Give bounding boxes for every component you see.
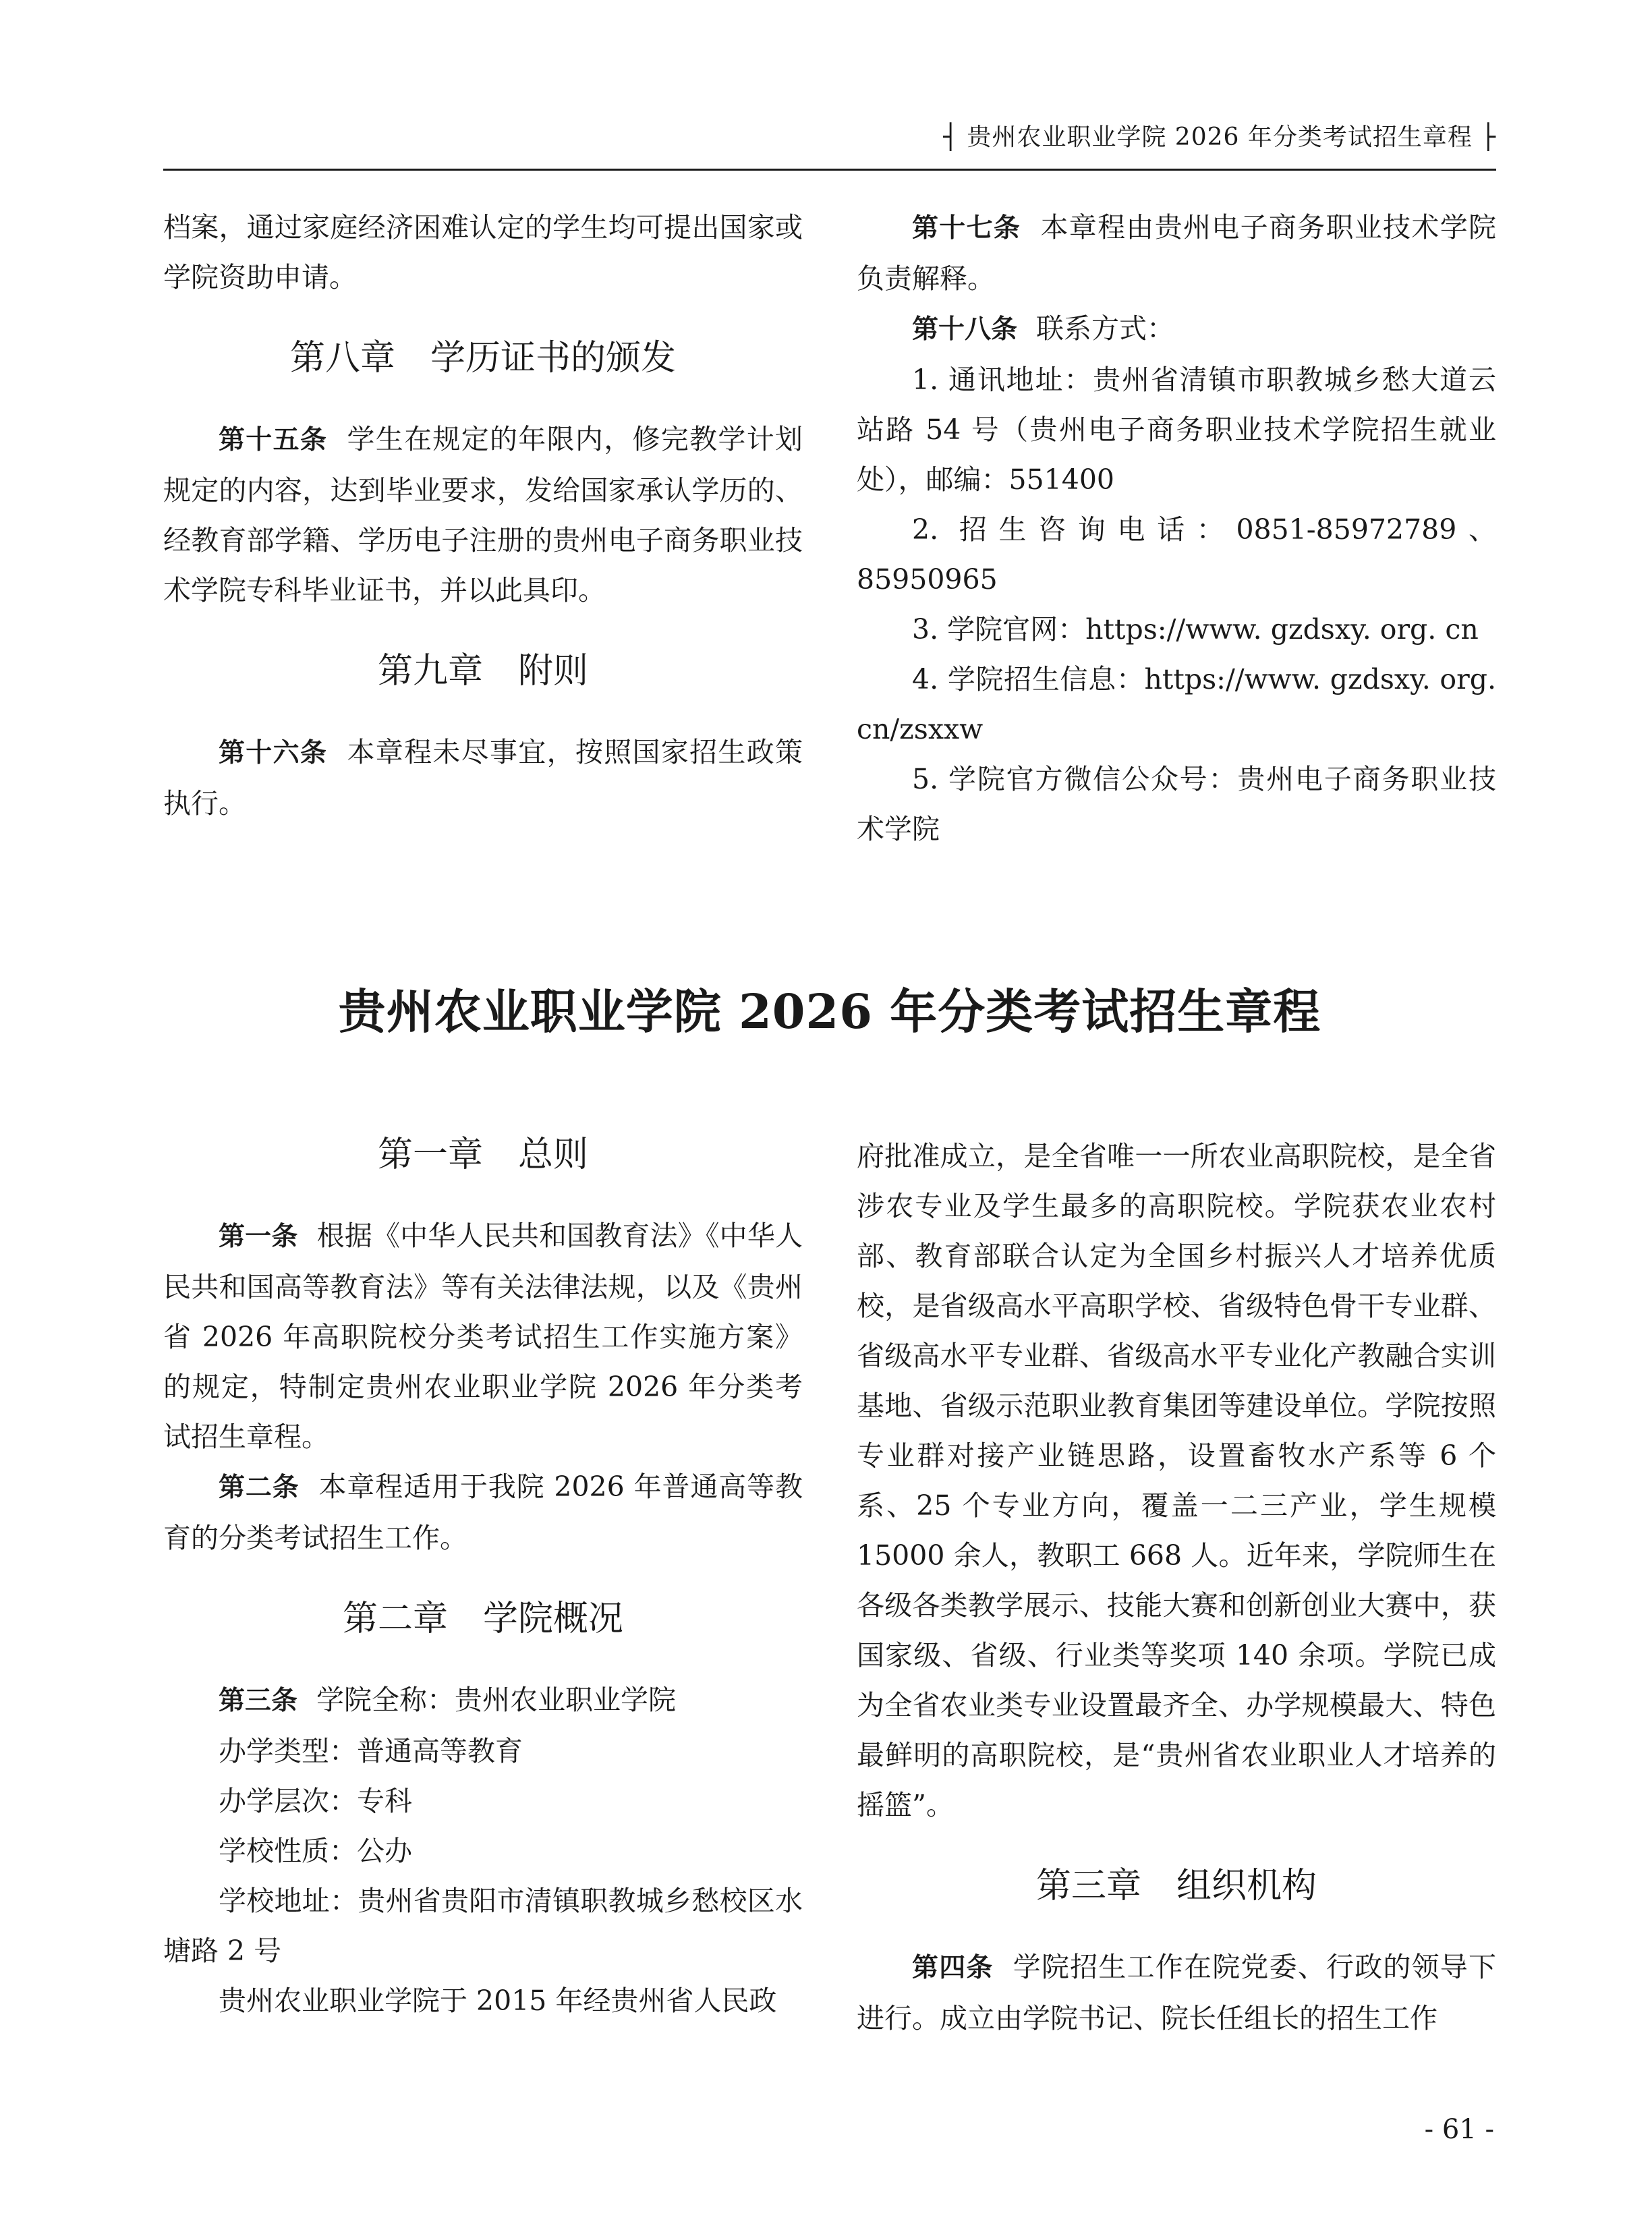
article-3-label: 第三条 <box>219 1686 298 1716</box>
article-16 <box>163 727 803 828</box>
bottom-right-column <box>857 1131 1496 2043</box>
chapter-1-number: 第一章 <box>377 1135 483 1175</box>
article-1 <box>163 1211 803 1462</box>
continuation-paragraph: 档案，通过家庭经济困难认定的学生均可提出国家或学院资助申请。 <box>163 211 803 293</box>
header-right-mark: ├ <box>1481 123 1496 151</box>
article-2-text: 本章程适用于我院 2026 年普通高等教育的分类考试招生工作。 <box>163 1471 803 1554</box>
chapter-8-heading <box>163 335 803 382</box>
school-level: 办学层次：专科 <box>219 1785 412 1817</box>
running-header <box>943 121 1496 154</box>
school-type: 办学类型：普通高等教育 <box>219 1735 523 1767</box>
bottom-left-column <box>163 1131 803 2026</box>
chapter-3-heading <box>857 1862 1496 1910</box>
article-15-text: 学生在规定的年限内，修完教学计划规定的内容，达到毕业要求，发给国家承认学历的、经教育部学籍、学历电子注册的贵州电子商务职业技术学院专科毕业证书，并以此具印。 <box>163 423 803 606</box>
chapter-2-number: 第二章 <box>342 1599 448 1639</box>
top-right-column <box>857 202 1496 854</box>
article-4 <box>857 1942 1496 2043</box>
school-nature: 学校性质：公办 <box>219 1835 412 1867</box>
article-4-text: 学院招生工作在院党委、行政的领导下进行。成立由学院书记、院长任组长的招生工作 <box>857 1951 1496 2034</box>
header-left-mark: ┤ <box>943 123 959 151</box>
article-4-label: 第四条 <box>912 1953 994 1983</box>
chapter-8-number: 第八章 <box>289 338 395 378</box>
contact-admissions-info: 4. 学院招生信息：https://www. gzdsxy. org. cn/zsxxw <box>857 663 1496 745</box>
header-rule <box>163 169 1496 171</box>
contact-address: 1. 通讯地址：贵州省清镇市职教城乡愁大道云站路 54 号（贵州电子商务职业技术学院招生就业处），邮编：551400 <box>857 364 1496 496</box>
chapter-9-number: 第九章 <box>377 651 483 691</box>
article-17 <box>857 202 1496 304</box>
contact-phone: 2. 招生咨询电话：0851-85972789、85950965 <box>857 513 1496 596</box>
running-title: 贵州农业职业学院 2026 年分类考试招生章程 <box>967 123 1473 151</box>
article-17-label: 第十七条 <box>912 213 1021 244</box>
chapter-3-name: 组织机构 <box>1176 1866 1317 1906</box>
article-1-text: 根据《中华人民共和国教育法》《中华人民共和国高等教育法》等有关法律法规，以及《贵州省 2026 年高职院校分类考试招生工作实施方案》的规定，特制定贵州农业职业学院 2026 年分类考试招生章程。 <box>163 1220 803 1453</box>
article-16-label: 第十六条 <box>219 738 328 768</box>
college-intro-continued: 府批准成立，是全省唯一一所农业高职院校，是全省涉农专业及学生最多的高职院校。学院获农业农村部、教育部联合认定为全国乡村振兴人才培养优质校，是省级高水平高职学校、省级特色骨干专业群、省级高水平专业群、省级高水平专业化产教融合实训基地、省级示范职业教育集团等建设单位。学院按照专业群对接产业链思路，设置畜牧水产系等 6 个系、25 个专业方向，覆盖一二三产业，学生规模 15000 余人，教职工 668 人。近年来，学院师生在各级各类教学展示、技能大赛和创新创业大赛中，获国家级、省级、行业类等奖项 140 余项。学院已成为全省农业类专业设置最齐全、办学规模最大、特色最鲜明的高职院校，是“贵州省农业职业人才培养的摇篮”。 <box>857 1140 1496 1821</box>
article-2-label: 第二条 <box>219 1473 300 1503</box>
chapter-2-name: 学院概况 <box>483 1599 624 1639</box>
article-16-text: 本章程未尽事宜，按照国家招生政策执行。 <box>163 736 803 820</box>
article-15 <box>163 414 803 615</box>
article-2 <box>163 1462 803 1563</box>
chapter-1-name: 总则 <box>518 1135 589 1175</box>
article-3-text: 学院全称：贵州农业职业学院 <box>316 1684 677 1716</box>
chapter-2-heading <box>163 1595 803 1643</box>
article-1-label: 第一条 <box>219 1222 298 1252</box>
document-title: 贵州农业职业学院 2026 年分类考试招生章程 <box>338 983 1321 1039</box>
top-left-column <box>163 202 803 828</box>
school-address: 学校地址：贵州省贵阳市清镇职教城乡愁校区水塘路 2 号 <box>163 1885 803 1967</box>
contact-website: 3. 学院官网：https://www. gzdsxy. org. cn <box>912 613 1479 646</box>
chapter-9-name: 附则 <box>518 651 589 691</box>
chapter-8-name: 学历证书的颁发 <box>430 338 677 378</box>
college-intro-start: 贵州农业职业学院于 2015 年经贵州省人民政 <box>219 1985 777 2017</box>
article-17-text: 本章程由贵州电子商务职业技术学院负责解释。 <box>857 211 1496 295</box>
article-18 <box>857 304 1496 355</box>
article-18-label: 第十八条 <box>912 314 1018 345</box>
chapter-9-heading <box>163 648 803 695</box>
chapter-3-number: 第三章 <box>1035 1866 1141 1906</box>
article-18-text: 联系方式： <box>1036 312 1175 345</box>
page-number: - 61 - <box>1424 2114 1494 2145</box>
contact-wechat: 5. 学院官方微信公众号：贵州电子商务职业技术学院 <box>857 763 1496 845</box>
chapter-1-heading <box>163 1131 803 1178</box>
article-3 <box>163 1675 803 1726</box>
article-15-label: 第十五条 <box>219 425 328 455</box>
